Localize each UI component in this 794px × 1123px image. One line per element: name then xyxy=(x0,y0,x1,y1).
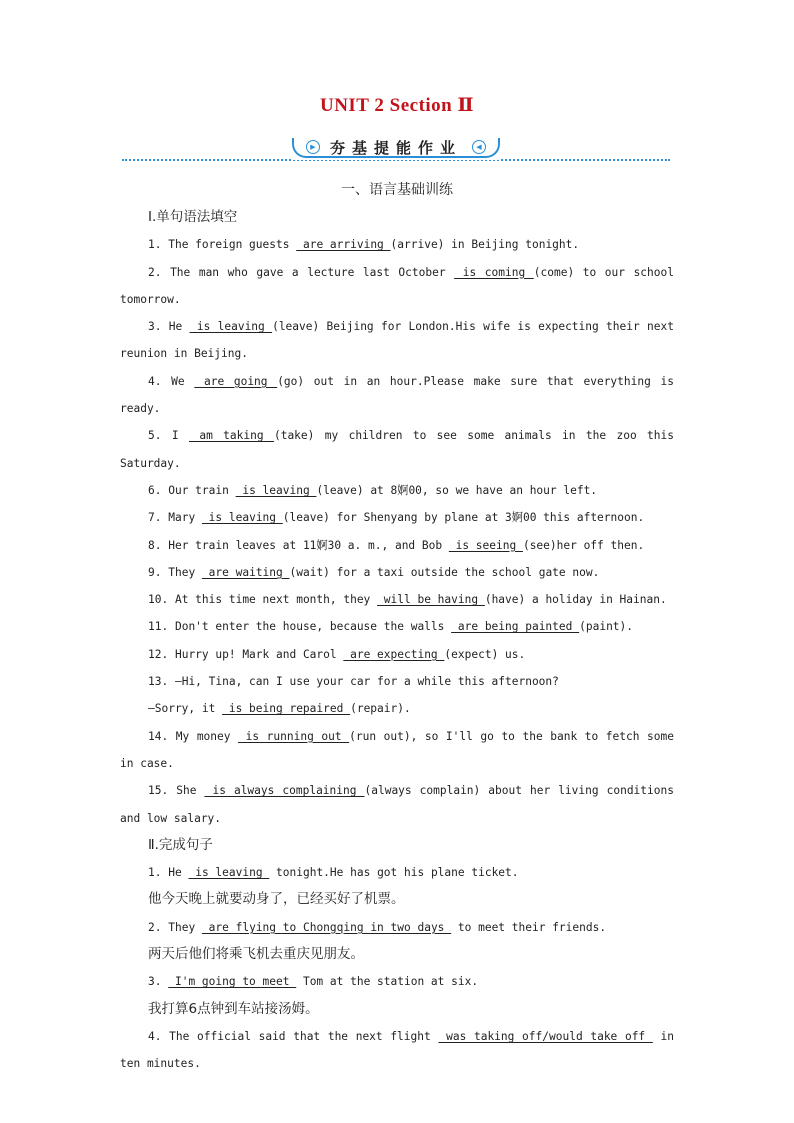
item-text: (always complain) about her living conditions and low salary. xyxy=(120,784,674,825)
item-text: She xyxy=(176,784,197,798)
exercise-item xyxy=(120,586,674,613)
item-text: (see)her off then. xyxy=(522,538,645,552)
answer-blank: is leaving xyxy=(201,511,283,525)
exercise-item xyxy=(120,695,674,722)
item-number: 3. xyxy=(148,975,162,989)
exercise-item xyxy=(120,668,674,695)
item-text: Don't enter the house, because the walls xyxy=(174,620,445,634)
exercise-item xyxy=(120,559,674,586)
exercise-item xyxy=(120,1023,674,1078)
exercise-item xyxy=(120,477,674,504)
item-text: (run out), so I'll go to the bank to fetch some in case. xyxy=(120,729,674,770)
answer-blank: is being repaired xyxy=(222,702,351,716)
translation-text: 我打算6点钟到车站接汤姆。 xyxy=(148,1000,319,1017)
item-text: My money xyxy=(175,729,231,743)
page-title: UNIT 2 Section Ⅱ xyxy=(319,95,475,116)
answer-blank: are going xyxy=(194,374,278,388)
item-text: (arrive) in Beijing tonight. xyxy=(390,238,580,252)
part2-list xyxy=(120,859,674,1077)
item-text: (have) a holiday in Hainan. xyxy=(484,593,667,607)
item-number: 7. xyxy=(148,511,162,525)
exercise-content xyxy=(120,204,674,1078)
item-text: They xyxy=(168,565,196,579)
answer-blank: is seeing xyxy=(448,538,523,552)
play-right-icon: ▶ xyxy=(306,140,320,154)
item-text: I xyxy=(171,429,179,443)
item-number: 2. xyxy=(148,265,162,279)
item-text: The man who gave a lecture last October xyxy=(170,265,446,279)
item-number: 4. xyxy=(148,374,162,388)
answer-blank: I'm going to meet xyxy=(168,975,297,989)
part1-list xyxy=(120,231,674,832)
answer-blank: is leaving xyxy=(188,866,270,880)
item-text: to meet their friends. xyxy=(451,920,607,934)
item-text: tonight.He has got his plane ticket. xyxy=(269,866,519,880)
banner-label: 夯基提能作业 xyxy=(329,138,462,157)
exercise-item xyxy=(120,313,674,368)
item-number: 1. xyxy=(148,866,162,880)
item-text: He xyxy=(168,320,183,334)
item-text: —Sorry, it xyxy=(148,702,216,716)
exercise-item xyxy=(120,422,674,477)
item-text: (come) to our school tomorrow. xyxy=(120,265,674,306)
exercise-item xyxy=(120,532,674,559)
item-text: (paint). xyxy=(579,620,634,634)
item-text: They xyxy=(168,920,196,934)
answer-blank: is leaving xyxy=(235,483,317,497)
item-text: At this time next month, they xyxy=(174,593,371,607)
exercise-item xyxy=(120,259,674,314)
answer-blank: is always complaining xyxy=(204,784,365,798)
part2-title: Ⅱ.完成句子 xyxy=(148,836,213,853)
exercise-item xyxy=(120,368,674,423)
item-text: (wait) for a taxi outside the school gate now. xyxy=(289,565,600,579)
answer-blank: am taking xyxy=(188,429,274,443)
exercise-item xyxy=(120,504,674,531)
item-number: 12. xyxy=(148,647,169,661)
item-number: 1. xyxy=(148,238,162,252)
item-text: Mary xyxy=(168,511,196,525)
item-text: —Hi, Tina, can I use your car for a while this afternoon? xyxy=(174,675,559,689)
translation-text: 两天后他们将乘飞机去重庆见朋友。 xyxy=(148,946,364,963)
item-number: 4. xyxy=(148,1029,162,1043)
answer-blank: is leaving xyxy=(189,320,273,334)
item-text: The official said that the next flight xyxy=(169,1029,439,1043)
item-number: 14. xyxy=(148,729,169,743)
play-left-icon: ◀ xyxy=(472,140,486,154)
item-number: 10. xyxy=(148,593,169,607)
answer-blank: are waiting xyxy=(201,565,290,579)
item-number: 6. xyxy=(148,483,162,497)
exercise-item xyxy=(120,859,674,886)
item-text: (go) out in an hour.Please make sure that everything is ready. xyxy=(120,374,674,416)
item-text: Hurry up! Mark and Carol xyxy=(174,647,337,661)
item-number: 15. xyxy=(148,784,169,798)
item-number: 8. xyxy=(148,538,162,552)
exercise-item xyxy=(120,231,674,258)
item-text: He xyxy=(168,866,182,880)
item-number: 9. xyxy=(148,565,162,579)
item-text: (leave) at 8婀00, so we have an hour left. xyxy=(316,483,598,497)
item-number: 13. xyxy=(148,675,169,689)
item-number: 3. xyxy=(148,320,162,334)
answer-blank: will be having xyxy=(377,593,485,607)
item-text: Her train leaves at 11婀30 a. m., and Bob xyxy=(168,538,443,552)
section-heading: 一、语言基础训练 xyxy=(341,182,453,198)
answer-blank: is running out xyxy=(238,729,350,743)
exercise-item xyxy=(120,968,674,995)
banner-label-box xyxy=(292,134,500,160)
exercise-item xyxy=(120,723,674,778)
part1-title: Ⅰ.单句语法填空 xyxy=(148,209,238,225)
exercise-item xyxy=(120,777,674,832)
answer-blank: are being painted xyxy=(451,620,580,634)
item-number: 11. xyxy=(148,620,169,634)
item-text: We xyxy=(171,374,185,388)
translation-text: 他今天晚上就要动身了，已经买好了机票。 xyxy=(148,891,405,908)
item-number: 5. xyxy=(148,429,162,443)
exercise-item xyxy=(120,914,674,941)
item-number: 2. xyxy=(148,920,162,934)
answer-blank: are expecting xyxy=(343,647,445,661)
answer-blank: are arriving xyxy=(296,238,391,252)
item-text: Our train xyxy=(168,483,229,497)
item-text: (repair). xyxy=(350,702,411,716)
item-text: (take) my children to see some animals in the zoo this Saturday. xyxy=(120,429,674,470)
exercise-item xyxy=(120,641,674,668)
item-text: (expect) us. xyxy=(444,647,526,661)
item-text: (leave) for Shenyang by plane at 3婀00 this afternoon. xyxy=(282,511,645,525)
item-text: The foreign guests xyxy=(168,238,290,252)
item-text: in ten minutes. xyxy=(120,1029,674,1071)
exercise-item xyxy=(120,613,674,640)
item-text: (leave) Beijing for London.His wife is expecting their next reunion in Beijing. xyxy=(120,320,674,361)
answer-blank: are flying to Chongqing in two days xyxy=(201,920,452,934)
item-text: Tom at the station at six. xyxy=(296,975,479,989)
section-banner xyxy=(122,134,670,164)
answer-blank: is coming xyxy=(454,265,534,279)
answer-blank: was taking off/would take off xyxy=(438,1029,653,1043)
